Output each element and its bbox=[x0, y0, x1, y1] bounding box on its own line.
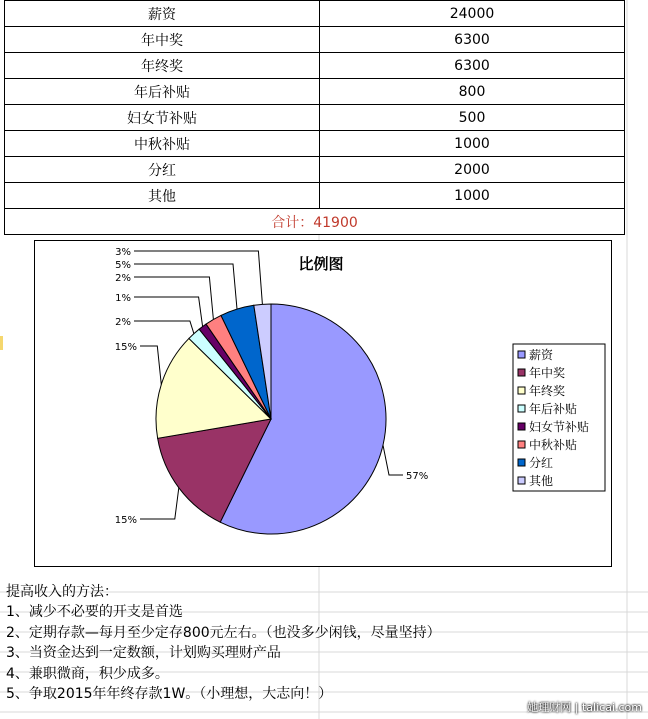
pie-chart-container[interactable] bbox=[34, 240, 612, 567]
legend-swatch bbox=[518, 423, 525, 430]
table-row bbox=[5, 27, 625, 53]
item-label-cell[interactable]: 年终奖 bbox=[5, 53, 320, 79]
legend-label: 中秋补贴 bbox=[529, 438, 578, 452]
table-row bbox=[5, 105, 625, 131]
pie-chart bbox=[35, 241, 611, 566]
item-label-cell[interactable]: 中秋补贴 bbox=[5, 131, 320, 157]
leader-line bbox=[140, 346, 161, 385]
table-row bbox=[5, 79, 625, 105]
leader-line bbox=[134, 277, 213, 320]
legend-swatch bbox=[518, 369, 525, 376]
item-amount-cell[interactable]: 6300 bbox=[320, 53, 625, 79]
legend-swatch bbox=[518, 459, 525, 466]
notes-heading: 提高收入的方法： bbox=[6, 584, 118, 600]
notes-block bbox=[6, 582, 441, 704]
leader-line bbox=[134, 251, 262, 304]
item-amount-cell[interactable]: 6300 bbox=[320, 27, 625, 53]
note-line: 5、争取2015年年终存款1W。（小理想，大志向！） bbox=[6, 686, 333, 703]
note-line: 4、兼职微商，积少成多。 bbox=[6, 665, 169, 682]
legend-label: 分红 bbox=[529, 456, 554, 470]
leader-line bbox=[134, 297, 203, 327]
legend-swatch bbox=[518, 477, 525, 484]
item-label-cell[interactable]: 妇女节补贴 bbox=[5, 105, 320, 131]
leader-line bbox=[134, 321, 194, 334]
income-table bbox=[4, 0, 625, 235]
legend-label: 薪资 bbox=[529, 348, 554, 362]
item-amount-cell[interactable]: 24000 bbox=[320, 1, 625, 27]
legend-swatch bbox=[518, 405, 525, 412]
percent-label: 2% bbox=[115, 273, 131, 284]
percent-label: 1% bbox=[115, 293, 131, 304]
item-label-cell[interactable]: 薪资 bbox=[5, 1, 320, 27]
legend-label: 妇女节补贴 bbox=[529, 420, 590, 434]
legend-label: 年终奖 bbox=[529, 384, 566, 398]
legend-swatch bbox=[518, 387, 525, 394]
item-amount-cell[interactable]: 800 bbox=[320, 79, 625, 105]
percent-label: 2% bbox=[115, 317, 131, 328]
table-row bbox=[5, 157, 625, 183]
item-label-cell[interactable]: 年中奖 bbox=[5, 27, 320, 53]
legend-label: 年后补贴 bbox=[529, 402, 578, 416]
note-line: 2、定期存款—每月至少定存800元左右。（也没多少闲钱，尽量坚持） bbox=[6, 624, 441, 641]
total-cell[interactable]: 合计：41900 bbox=[5, 209, 625, 235]
legend-swatch bbox=[518, 441, 525, 448]
percent-label: 57% bbox=[406, 471, 429, 482]
chart-legend bbox=[513, 344, 605, 491]
percent-label: 15% bbox=[114, 342, 137, 353]
chart-title: 比例图 bbox=[298, 255, 344, 273]
item-label-cell[interactable]: 其他 bbox=[5, 183, 320, 209]
site-watermark: 她理财网 | talicai.com bbox=[527, 701, 642, 714]
item-amount-cell[interactable]: 500 bbox=[320, 105, 625, 131]
leader-line bbox=[134, 264, 237, 309]
legend-label: 年中奖 bbox=[529, 366, 566, 380]
leader-line bbox=[140, 488, 179, 519]
table-row-total bbox=[5, 209, 625, 235]
item-label-cell[interactable]: 分红 bbox=[5, 157, 320, 183]
item-amount-cell[interactable]: 2000 bbox=[320, 157, 625, 183]
percent-label: 15% bbox=[114, 515, 137, 526]
item-amount-cell[interactable]: 1000 bbox=[320, 183, 625, 209]
active-row-marker bbox=[0, 336, 3, 350]
legend-swatch bbox=[518, 351, 525, 358]
table-row bbox=[5, 1, 625, 27]
leader-line bbox=[383, 445, 403, 475]
percent-label: 3% bbox=[115, 247, 131, 258]
item-amount-cell[interactable]: 1000 bbox=[320, 131, 625, 157]
note-line: 1、减少不必要的开支是首选 bbox=[6, 604, 183, 621]
percent-label: 5% bbox=[115, 260, 131, 271]
table-row bbox=[5, 53, 625, 79]
table-row bbox=[5, 183, 625, 209]
note-line: 3、当资金达到一定数额，计划购买理财产品 bbox=[6, 645, 281, 662]
legend-label: 其他 bbox=[529, 474, 554, 488]
table-row bbox=[5, 131, 625, 157]
item-label-cell[interactable]: 年后补贴 bbox=[5, 79, 320, 105]
